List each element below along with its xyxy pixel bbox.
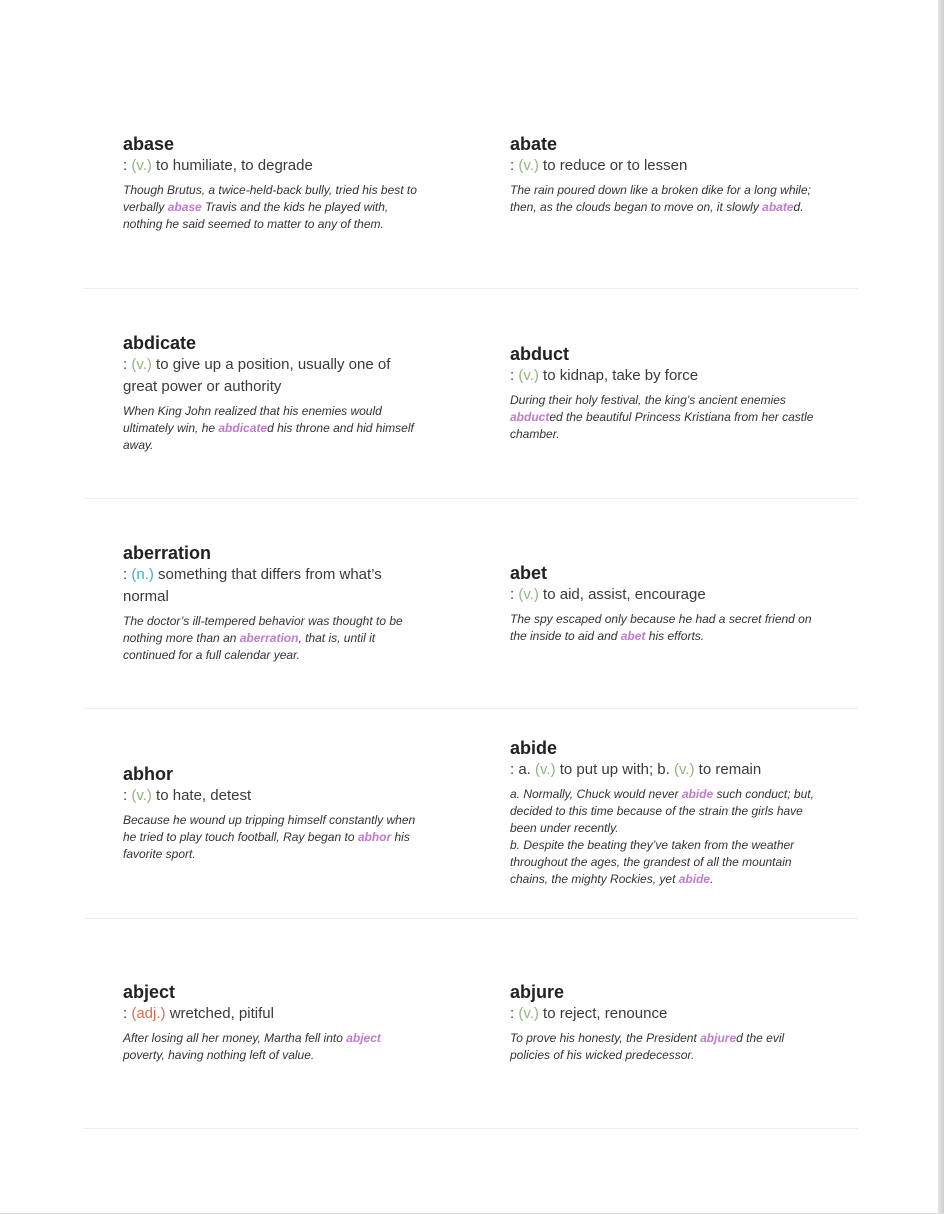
text-segment: to give up a position, usually one of great power or authority [123, 356, 391, 395]
highlighted-word: abjure [700, 1031, 737, 1045]
text-segment: : a. [510, 761, 536, 778]
highlighted-word: abide [678, 872, 711, 886]
text-segment: The rain poured down like a broken dike for a long while; then, as the clouds began to move on, it slowly [510, 183, 811, 214]
entry-definition [123, 1003, 423, 1025]
text-segment: to put up with; b. [555, 761, 674, 778]
text-segment: Though Brutus, a twice-held-back bully, tried his best to verbally [123, 183, 417, 214]
highlighted-word: abide [681, 787, 714, 801]
text-segment: During their holy festival, the king’s ancient enemies [510, 393, 786, 407]
text-segment: , that is, until it continued for a full calendar year. [123, 631, 376, 662]
entry-word: aberration [123, 543, 212, 563]
part-of-speech: (adj.) [131, 1005, 166, 1022]
entry-word: abject [123, 982, 176, 1002]
entry-definition [510, 155, 815, 177]
text-segment: : [123, 787, 132, 804]
entry-abate [510, 133, 815, 216]
entry-word: abhor [123, 764, 174, 784]
part-of-speech: (v.) [518, 1005, 539, 1022]
text-segment: to hate, detest [151, 787, 252, 804]
entry-abdicate [123, 332, 423, 454]
entry-example [123, 613, 423, 664]
part-of-speech: (v.) [673, 761, 695, 778]
entry-abject [123, 981, 423, 1064]
entry-example [510, 786, 822, 888]
text-segment: The spy escaped only because he had a secret friend on the inside to aid and [510, 612, 812, 643]
text-segment: To prove his honesty, the President [510, 1031, 701, 1045]
highlighted-word: abet [620, 629, 646, 643]
page-edge-shadow [938, 0, 944, 1214]
entry-word: abjure [510, 982, 565, 1002]
entry-example [510, 392, 815, 443]
text-segment: : [510, 157, 519, 174]
entry-abduct [510, 343, 815, 443]
part-of-speech: (v.) [131, 356, 152, 373]
highlighted-word: abdicate [218, 421, 268, 435]
part-of-speech: (v.) [518, 586, 539, 603]
text-segment: wretched, pitiful [165, 1005, 274, 1022]
text-segment: : [510, 367, 519, 384]
text-segment: : [123, 157, 132, 174]
highlighted-word: abduct [510, 410, 550, 424]
part-of-speech: (v.) [518, 367, 539, 384]
text-segment: to remain [694, 761, 762, 778]
text-segment: to reduce or to lessen [538, 157, 688, 174]
entry-example [510, 182, 815, 216]
text-segment: d. [793, 200, 804, 214]
text-segment: such conduct; but, decided to this time because of the strain the girls have been under recently. [510, 787, 814, 835]
text-segment: After losing all her money, Martha fell into [123, 1031, 347, 1045]
entry-word: abase [123, 134, 175, 154]
part-of-speech: (v.) [131, 787, 152, 804]
entry-definition [123, 785, 423, 807]
highlighted-word: abhor [357, 830, 392, 844]
entry-word: abate [510, 134, 558, 154]
entry-definition [510, 1003, 815, 1025]
part-of-speech: (v.) [518, 157, 539, 174]
text-segment: The doctor’s ill-tempered behavior was thought to be nothing more than an [123, 614, 403, 645]
text-segment: When King John realized that his enemies would ultimately win, he [123, 404, 382, 435]
part-of-speech: (v.) [535, 761, 556, 778]
part-of-speech: (v.) [131, 157, 152, 174]
entry-example [510, 611, 815, 645]
highlighted-word: abject [346, 1031, 381, 1045]
entry-abjure [510, 981, 815, 1064]
entry-abide [510, 737, 822, 888]
entry-example [510, 1030, 815, 1064]
entry-definition [123, 155, 428, 177]
text-segment: d his throne and hid himself away. [123, 421, 414, 452]
text-segment: Travis and the kids he played with, nothing he said seemed to matter to any of them. [123, 200, 389, 231]
entry-word: abide [510, 738, 558, 758]
text-segment: : [123, 1005, 132, 1022]
entry-example [123, 182, 428, 233]
text-segment: a. Normally, Chuck would never [510, 787, 682, 801]
row-divider [84, 918, 858, 919]
entry-word: abet [510, 563, 548, 583]
entry-definition [123, 564, 423, 608]
text-segment: to humiliate, to degrade [151, 157, 313, 174]
entry-abet [510, 562, 815, 645]
entry-example [123, 1030, 423, 1064]
entry-definition [123, 354, 423, 398]
row-divider [84, 1128, 858, 1129]
row-divider [84, 288, 858, 289]
row-divider [84, 498, 858, 499]
text-segment: poverty, having nothing left of value. [123, 1048, 315, 1062]
text-segment: to aid, assist, encourage [538, 586, 706, 603]
row-divider [84, 708, 858, 709]
text-segment: his favorite sport. [123, 830, 410, 861]
entry-word: abduct [510, 344, 570, 364]
text-segment: something that differs from what’s normal [123, 566, 382, 605]
entry-abase [123, 133, 428, 233]
entry-example [123, 403, 423, 454]
text-segment: . [710, 872, 714, 886]
text-segment: : [123, 356, 132, 373]
text-segment: : [510, 1005, 519, 1022]
highlighted-word: abase [167, 200, 202, 214]
entry-word: abdicate [123, 333, 197, 353]
part-of-speech: (n.) [131, 566, 154, 583]
text-segment: to kidnap, take by force [538, 367, 699, 384]
text-segment: b. Despite the beating they’ve taken from the weather throughout the ages, the grandest of all the mountain chains, the mighty Rockies, yet [510, 838, 795, 886]
text-segment: to reject, renounce [538, 1005, 668, 1022]
text-segment: his efforts. [645, 629, 705, 643]
entry-definition [510, 584, 815, 606]
entry-definition [510, 365, 815, 387]
entry-example [123, 812, 423, 863]
text-segment: Because he wound up tripping himself constantly when he tried to play touch football, Ray began to [123, 813, 416, 844]
text-segment: ed the beautiful Princess Kristiana from her castle chamber. [510, 410, 814, 441]
text-segment: : [123, 566, 132, 583]
entry-definition [510, 759, 822, 781]
entry-abhor [123, 763, 423, 863]
highlighted-word: aberration [239, 631, 299, 645]
entry-aberration [123, 542, 423, 664]
highlighted-word: abate [762, 200, 794, 214]
text-segment: : [510, 586, 519, 603]
text-segment: d the evil policies of his wicked predecessor. [510, 1031, 785, 1062]
